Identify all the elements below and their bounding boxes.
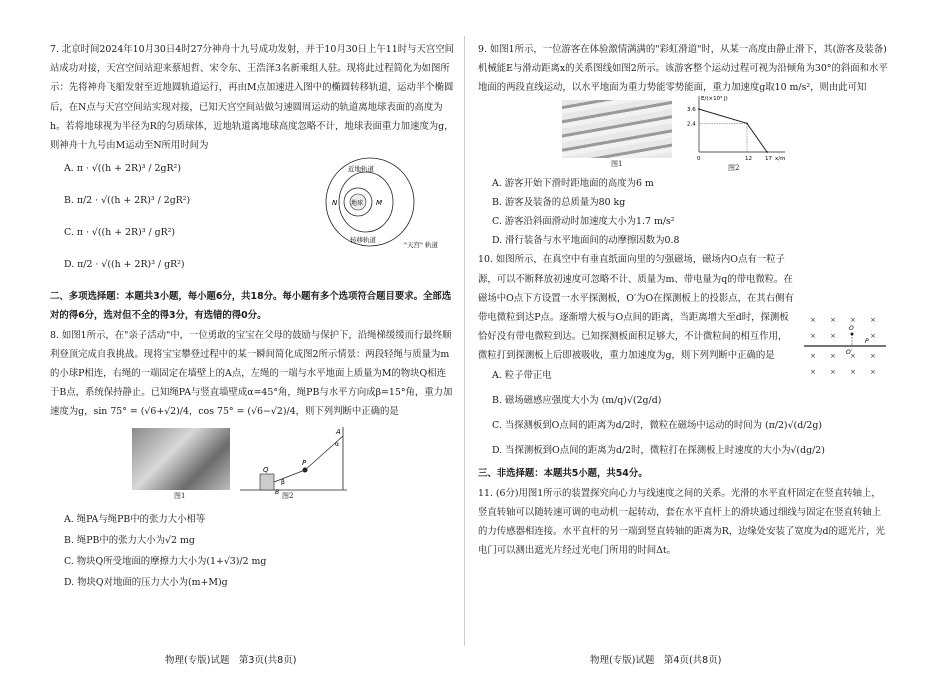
svg-text:P: P	[302, 458, 307, 467]
svg-text:×: ×	[810, 316, 816, 325]
section-3-heading: 三、非选择题：本题共5小题，共54分。	[478, 468, 648, 480]
earth-label: 地球	[351, 200, 364, 208]
section-2-heading: 二、多项选择题：本题共3小题，每小题6分，共18分。每小题有多个选项符合题目要求。全部选对的得6分，选对但不全的得3分，有选错的得0分。	[50, 291, 452, 322]
svg-text:×: ×	[810, 368, 816, 377]
q9-option-c: C. 游客沿斜面滑动时加速度大小为1.7 m/s²	[492, 216, 675, 228]
orbit-figure	[320, 147, 460, 257]
x-tick-label: 0	[697, 155, 701, 162]
svg-text:×: ×	[830, 316, 836, 325]
q10-option-d: D. 当探测板到O点间的距离为d/2时，微粒打在探测板上时速度的大小为√(dg/2)	[492, 445, 825, 457]
q8-figure2-caption: 图2	[282, 491, 294, 500]
q7-option-a: A. π · √((h + 2R)³ / 2gR²)	[64, 163, 181, 175]
question-8-figures	[50, 422, 455, 506]
transfer-orbit-label: 转移轨道	[350, 236, 376, 245]
data-point	[698, 108, 700, 110]
q9-figure2-caption: 图2	[728, 163, 740, 172]
q9-option-a: A. 游客开始下滑时距地面的高度为6 m	[492, 177, 654, 189]
svg-text:P: P	[865, 338, 869, 346]
svg-text:Q: Q	[263, 465, 269, 474]
svg-text:×: ×	[830, 332, 836, 341]
rainbow-slide-photo	[562, 100, 672, 158]
q9-figure1-caption: 图1	[611, 159, 623, 168]
point-m-label: M	[376, 199, 383, 208]
block-q	[260, 474, 274, 490]
data-point	[766, 151, 768, 153]
x-tick-label: 17	[765, 155, 772, 162]
question-10-text: 10. 如图所示，在真空中有垂直纸面向里的匀强磁场，磁场内O点有一粒子源，可以不断释放初速度可忽略不计、质量为m、带电量为q的带电微粒。在磁场中O点下方设置一水平探测板，O′为O在探测板上的投影点，在其右侧有带电微粒到达P点。逐渐增大板与O点间的距离，当距离增大至d时，探测板恰好没有带电微粒到达。已知探测板面积足够大，不计微粒间的相互作用，微粒打到探测板上后即被吸收，重力加速度为g，则下列判断中正确的是	[478, 254, 794, 362]
y-axis-label: E/(×10³ J)	[701, 95, 728, 102]
svg-text:×: ×	[810, 352, 816, 361]
y-tick-label: 2.4	[687, 121, 696, 128]
point-n-label: N	[332, 199, 338, 208]
q10-option-b: B. 磁场磁感应强度大小为 (m/q)√(2g/d)	[492, 394, 662, 406]
q9-option-d: D. 滑行装备与水平地面间的动摩擦因数为0.8	[492, 235, 680, 247]
q10-option-a: A. 粒子带正电	[492, 369, 552, 381]
svg-text:×: ×	[850, 352, 856, 361]
near-orbit-label: 近地轨道	[348, 165, 374, 174]
svg-text:β: β	[281, 478, 285, 486]
svg-text:×: ×	[830, 368, 836, 377]
x-tick-label: 12	[745, 155, 752, 162]
question-9-figures	[478, 95, 888, 174]
left-page-footer: 物理(专版)试题 第3页(共8页)	[165, 655, 297, 666]
question-8-text: 8. 如图1所示，在"亲子活动"中，一位勇敢的宝宝在父母的鼓励与保护下，沿绳梯缓缓而行最终顺利登顶完成自我挑战。现将宝宝攀登过程中的某一瞬间简化成图2所示情景：两段轻绳与质量为m的小球P相连，右绳的一端固定在墙壁上的A点，左绳的一端与水平地面上质量为M的物块Q相连于B点，系统保持静止。已知绳PA与竖直墙壁成α=45°角，绳PB与水平方向成β=15°角，重力加速度为g，sin 75° = (√6+√2)/4，cos 75° = (√6−√2)/4，则下列判断中正确的是	[50, 329, 453, 418]
q8-option-a: A. 绳PA与绳PB中的张力大小相等	[64, 513, 206, 525]
q7-option-d: D. π/2 · √((h + 2R)³ / gR²)	[64, 259, 185, 271]
energy-distance-chart	[683, 92, 793, 164]
chart-marks	[698, 108, 768, 153]
question-9-text: 9. 如图1所示，一位游客在体验激情满满的"彩虹滑道"时，从某一高度由静止滑下，其(游客及装备)机械能E与滑动距离x的关系图线如图2所示。该游客整个运动过程可视为沿倾角为30°的斜面和水平地面的两段直线运动，以水平地面为重力势能零势能面，重力加速度g取10 m/s²，则由此可知	[478, 44, 888, 94]
q7-option-b: B. π/2 · √((h + 2R)³ / 2gR²)	[64, 195, 191, 207]
q10-option-c: C. 当探测板到O点间的距离为d/2时，微粒在磁场中运动的时间为 (π/2)√(d/2g)	[492, 420, 822, 432]
q9-option-b: B. 游客及装备的总质量为80 kg	[492, 196, 626, 208]
ball-p	[303, 467, 308, 472]
svg-text:×: ×	[810, 332, 816, 341]
question-11-text: 11. (6分)用图1所示的装置探究向心力与线速度之间的关系。光滑的水平直杆固定在竖直转轴上，竖直转轴可以随转速可调的电动机一起转动，套在水平直杆上的滑块通过细线与固定在竖直转轴上的力传感器相连接。水平直杆的另一端到竖直转轴的距离为R，边缘处安装了宽度为d的遮光片，光电门可以测出遮光片经过光电门所用的时间Δt。	[478, 487, 885, 557]
energy-line	[699, 109, 767, 152]
svg-text:×: ×	[850, 368, 856, 377]
q8-figure1-caption: 图1	[174, 491, 186, 500]
svg-text:×: ×	[870, 332, 876, 341]
svg-text:×: ×	[830, 352, 836, 361]
svg-text:×: ×	[850, 316, 856, 325]
x-axis-label: x/m	[775, 155, 786, 162]
svg-text:B: B	[275, 488, 280, 496]
svg-text:×: ×	[870, 352, 876, 361]
q8-option-c: C. 物块Q所受地面的摩擦力大小为(1+√3)/2 mg	[64, 556, 267, 568]
question-7-options-area	[50, 155, 455, 283]
question-10-block	[478, 250, 888, 460]
column-divider	[464, 36, 465, 646]
svg-text:×: ×	[870, 368, 876, 377]
q8-option-b: B. 绳PB中的张力大小为√2 mg	[64, 534, 195, 546]
right-column	[478, 40, 888, 560]
q8-option-d: D. 物块Q对地面的压力大小为(m+M)g	[64, 577, 228, 589]
rope-diagram	[235, 422, 355, 502]
parent-child-photo	[132, 428, 230, 490]
q7-option-c: C. π · √((h + 2R)³ / gR²)	[64, 227, 176, 239]
tiangong-orbit-label: "天宫" 轨道	[404, 241, 439, 250]
magnetic-field-diagram	[802, 312, 888, 376]
right-page-footer: 物理(专版)试题 第4页(共8页)	[590, 655, 722, 666]
svg-text:A: A	[336, 427, 341, 436]
svg-text:O: O	[849, 325, 854, 333]
svg-text:α: α	[335, 440, 339, 448]
left-column	[50, 40, 455, 592]
svg-text:×: ×	[870, 316, 876, 325]
question-7-text: 7. 北京时间2024年10月30日4时27分神舟十九号成功发射，并于10月30日上午11时与天宫空间站成功对接，天宫空间站迎来蔡旭哲、宋令东、王浩泽3名新乘组人驻。现将此过程简化为如图所示：先将神舟飞船发射至近地圆轨道运行，再由M点加速进入图中的椭圆转移轨道，运动半个椭圆后，在N点与天宫空间站实现对接，已知天宫空间站做匀速圆周运动的轨道离地球表面的高度为h。若将地球视为半径为R的匀质球体，近地轨道离地球高度忽略不计，地球表面重力加速度为g，则神舟十九号由M运动至N所用时间为	[50, 44, 454, 152]
chart-axes	[687, 95, 785, 162]
y-tick-label: 3.6	[687, 106, 696, 113]
svg-text:O′: O′	[846, 349, 853, 357]
